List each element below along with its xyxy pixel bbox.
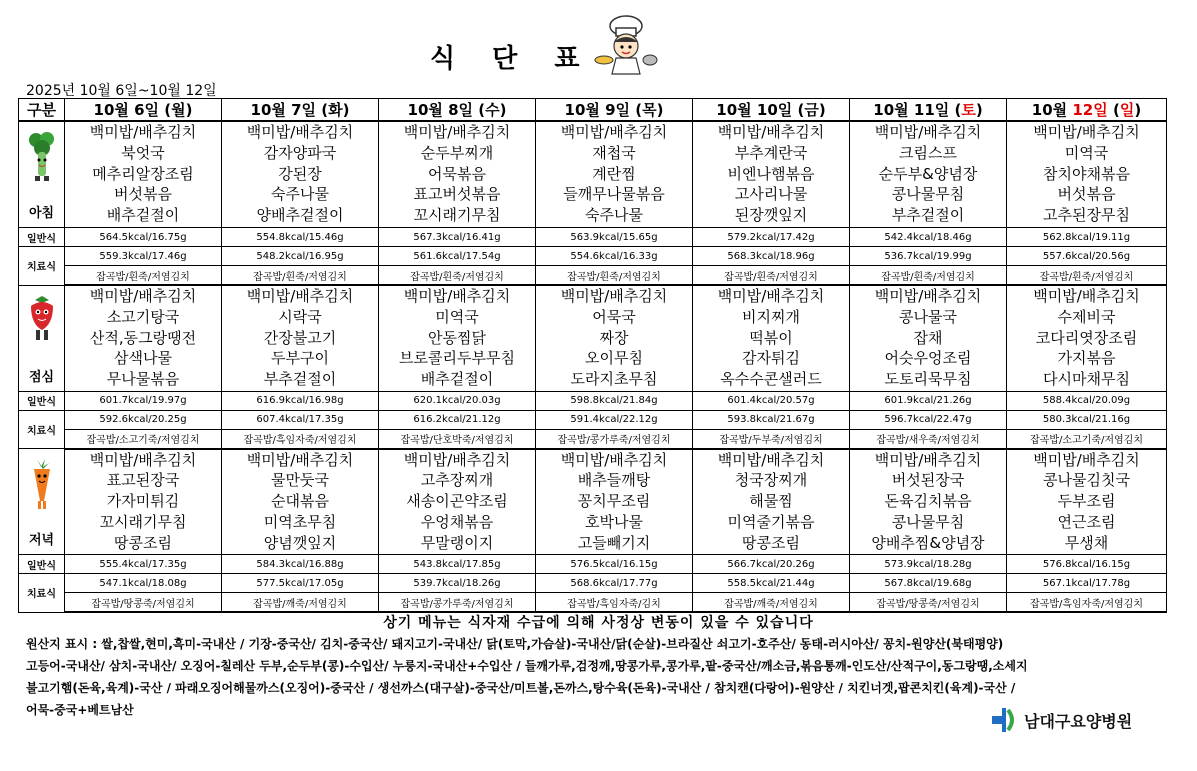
dish-item: 순대볶음 <box>271 492 329 511</box>
day-dishes <box>1007 285 1167 391</box>
therapy-nutrition: 559.3kcal/17.46g <box>65 247 222 266</box>
normal-diet-label: 일반식 <box>19 391 65 410</box>
meal-name: 저녁 <box>28 533 55 548</box>
day-dishes <box>379 285 536 391</box>
day-header <box>379 99 536 122</box>
normal-diet-label: 일반식 <box>19 555 65 574</box>
dish-item: 짜장 <box>599 328 629 347</box>
notice-text: 상기 메뉴는 식자재 수급에 의해 사정상 변동이 있을 수 있습니다 <box>383 615 814 631</box>
therapy-side-row <box>19 429 1167 449</box>
dish-item: 표고된장국 <box>106 471 180 490</box>
normal-nutrition: 598.8kcal/21.84g <box>536 391 693 410</box>
dish-item: 부추겉절이 <box>263 370 337 389</box>
dish-item: 양배추겉절이 <box>256 206 344 225</box>
dish-item: 북엇국 <box>121 143 165 162</box>
dish-item: 백미밥/배추김치 <box>874 450 982 469</box>
page-title: 식 단 표 <box>430 44 594 74</box>
paren: ) <box>975 101 983 119</box>
day-dishes <box>536 121 693 228</box>
dish-item: 우엉채볶음 <box>420 512 494 531</box>
paren: ) <box>1134 101 1142 119</box>
dish-item: 삼색나물 <box>114 349 172 368</box>
day-date: 10월 9일 <box>564 101 631 119</box>
therapy-nutrition: 591.4kcal/22.12g <box>536 410 693 429</box>
dish-item: 고추된장무침 <box>1043 206 1130 225</box>
day-dishes <box>693 285 850 391</box>
dish-item: 고들빼기지 <box>577 533 651 552</box>
meal-name: 아침 <box>28 206 55 221</box>
day-dishes <box>379 121 536 228</box>
dish-item: 감자튀김 <box>742 349 800 368</box>
day-header <box>693 99 850 122</box>
normal-nutrition: 555.4kcal/17.35g <box>65 555 222 574</box>
dish-item: 강된장 <box>278 164 322 183</box>
normal-nutrition: 543.8kcal/17.85g <box>379 555 536 574</box>
day-dishes <box>222 449 379 555</box>
therapy-nutrition: 558.5kcal/21.44g <box>693 574 850 593</box>
dish-item: 콩나물무침 <box>891 185 965 204</box>
dish-item: 새송이곤약조림 <box>406 492 508 511</box>
dish-item: 고사리나물 <box>734 185 808 204</box>
therapy-side: 잡곡밥/새우죽/저염김치 <box>850 429 1007 449</box>
therapy-nutrition: 561.6kcal/17.54g <box>379 247 536 266</box>
therapy-nutrition: 567.8kcal/19.68g <box>850 574 1007 593</box>
normal-diet-row <box>19 391 1167 410</box>
dish-item: 산적,동그랑땡전 <box>89 328 197 347</box>
dish-item: 어슷우엉조림 <box>884 349 972 368</box>
dish-item: 떡볶이 <box>749 328 793 347</box>
day-dishes <box>222 121 379 228</box>
gubun-header: 구분 <box>19 99 65 122</box>
therapy-side: 잡곡밥/흰죽/저염김치 <box>222 266 379 286</box>
therapy-nutrition: 580.3kcal/21.16g <box>1007 410 1167 429</box>
therapy-nutrition: 593.8kcal/21.67g <box>693 410 850 429</box>
day-date: 10월 7일 <box>250 101 317 119</box>
dish-item: 물만둣국 <box>271 471 329 490</box>
therapy-nutrition: 592.6kcal/20.25g <box>65 410 222 429</box>
normal-nutrition: 601.4kcal/20.57g <box>693 391 850 410</box>
dish-item: 백미밥/배추김치 <box>874 287 982 305</box>
therapy-side: 잡곡밥/깨죽/저염김치 <box>222 593 379 613</box>
dish-item: 콩나물김칫국 <box>1043 471 1130 490</box>
therapy-side: 잡곡밥/흰죽/저염김치 <box>379 266 536 286</box>
therapy-side: 잡곡밥/콩가루죽/저염김치 <box>379 593 536 613</box>
dish-item: 옥수수콘샐러드 <box>720 370 822 389</box>
dish-item: 버섯볶음 <box>114 185 172 204</box>
therapy-side: 잡곡밥/소고기죽/저염김치 <box>1007 429 1167 449</box>
dish-item: 땅콩조림 <box>742 533 800 552</box>
dish-item: 꽁치무조림 <box>577 492 651 511</box>
therapy-diet-label: 치료식 <box>19 574 65 613</box>
therapy-diet-row <box>19 410 1167 429</box>
dish-item: 가지볶음 <box>1057 349 1116 368</box>
day-header <box>850 99 1007 122</box>
day-dishes <box>1007 121 1167 228</box>
dish-item: 양념깻잎지 <box>263 533 337 552</box>
day-dow: (수) <box>478 101 507 119</box>
meal-label <box>19 285 65 391</box>
normal-diet-row <box>19 555 1167 574</box>
normal-nutrition: 601.7kcal/19.97g <box>65 391 222 410</box>
dish-item: 안동찜닭 <box>428 328 486 347</box>
dish-item: 백미밥/배추김치 <box>560 287 668 305</box>
menu-table <box>18 98 1167 613</box>
therapy-nutrition: 577.5kcal/17.05g <box>222 574 379 593</box>
dish-item: 백미밥/배추김치 <box>874 123 982 141</box>
dish-item: 미역줄기볶음 <box>727 512 815 531</box>
therapy-side: 잡곡밥/흑임자죽/저염김치 <box>1007 593 1167 613</box>
normal-nutrition: 563.9kcal/15.65g <box>536 228 693 247</box>
dish-item: 미역국 <box>1064 143 1109 162</box>
dish-item: 시락국 <box>278 307 322 326</box>
therapy-nutrition: 554.6kcal/16.33g <box>536 247 693 266</box>
paren: ( <box>954 101 962 119</box>
day-header <box>536 99 693 122</box>
dish-item: 꼬시래기무침 <box>413 206 501 225</box>
dish-item: 청국장찌개 <box>734 471 808 490</box>
origin-line: 어묵-중국+베트남산 <box>26 703 134 717</box>
dish-item: 백미밥/배추김치 <box>246 450 354 469</box>
therapy-side-row <box>19 593 1167 613</box>
origin-line: 불고기햄(돈육,육계)-국산 / 파래오징어해물까스(오징어)-중국산 / 생선까스(대구살)-중국산/미트볼,돈까스,탕수육(돈육)-국내산 / 참치캔(다랑어)-원양산 / 치킨너겟,팝콘치킨(육계)-국산 / <box>26 681 1016 695</box>
day-dishes <box>65 121 222 228</box>
day-dishes <box>379 449 536 555</box>
dish-item: 오이무침 <box>585 349 643 368</box>
therapy-side: 잡곡밥/깨죽/저염김치 <box>693 593 850 613</box>
dish-item: 백미밥/배추김치 <box>1033 450 1140 469</box>
dish-item: 메추리알장조림 <box>92 164 194 183</box>
dish-item: 돈육김치볶음 <box>884 492 972 511</box>
dish-item: 백미밥/배추김치 <box>89 287 197 305</box>
dish-item: 백미밥/배추김치 <box>1033 123 1140 141</box>
day-dishes <box>65 285 222 391</box>
normal-nutrition: 566.7kcal/20.26g <box>693 555 850 574</box>
day-header <box>65 99 222 122</box>
therapy-side-row <box>19 266 1167 286</box>
dish-item: 무생채 <box>1064 533 1109 552</box>
dish-item: 브로콜리두부무침 <box>399 349 515 368</box>
dish-item: 재첩국 <box>592 143 636 162</box>
therapy-nutrition: 567.1kcal/17.78g <box>1007 574 1167 593</box>
day-date-sunday: 10월 12일 <box>1031 101 1108 119</box>
normal-diet-label: 일반식 <box>19 228 65 247</box>
dish-item: 어묵볶음 <box>428 164 486 183</box>
therapy-side: 잡곡밥/소고기죽/저염김치 <box>65 429 222 449</box>
dish-row <box>19 449 1167 555</box>
origin-line: 고등어-국내산/ 삼치-국내산/ 오징어-칠레산 두부,순두부(콩)-수입산/ 누룽지-국내산+수입산 / 들깨가루,검정깨,땅콩가루,콩가루,팥-중국산/깨소금,볶음통깨-인도산/산적구이,동그랑땡,소세지 <box>26 659 1028 673</box>
therapy-side: 잡곡밥/흰죽/저염김치 <box>65 266 222 286</box>
dish-item: 배추겉절이 <box>106 206 180 225</box>
normal-nutrition: 588.4kcal/20.09g <box>1007 391 1167 410</box>
dish-item: 백미밥/배추김치 <box>403 123 511 141</box>
therapy-nutrition: 616.2kcal/21.12g <box>379 410 536 429</box>
dish-item: 된장깻잎지 <box>734 206 808 225</box>
therapy-side: 잡곡밥/두부죽/저염김치 <box>693 429 850 449</box>
dow-char: 토 <box>961 101 976 119</box>
dish-item: 땅콩조림 <box>114 533 172 552</box>
day-dow: (월) <box>164 101 193 119</box>
dish-item: 부추겉절이 <box>891 206 965 225</box>
day-dishes <box>65 449 222 555</box>
dish-item: 버섯된장국 <box>891 471 965 490</box>
therapy-side: 잡곡밥/흑임자죽/김치 <box>536 593 693 613</box>
dish-item: 백미밥/배추김치 <box>717 287 825 305</box>
hospital-logo-icon <box>990 706 1018 734</box>
dish-item: 도라지초무침 <box>570 370 658 389</box>
dish-item: 어묵국 <box>592 307 636 326</box>
normal-nutrition: 601.9kcal/21.26g <box>850 391 1007 410</box>
therapy-nutrition: 536.7kcal/19.99g <box>850 247 1007 266</box>
normal-nutrition: 573.9kcal/18.28g <box>850 555 1007 574</box>
normal-nutrition: 584.3kcal/16.88g <box>222 555 379 574</box>
dish-item: 해물찜 <box>749 492 793 511</box>
dish-item: 백미밥/배추김치 <box>89 450 197 469</box>
dish-item: 두부구이 <box>271 349 329 368</box>
meal-name: 점심 <box>28 369 55 385</box>
normal-nutrition: 554.8kcal/15.46g <box>222 228 379 247</box>
header-row <box>19 99 1167 122</box>
origin-info <box>26 633 1146 721</box>
day-date: 10월 8일 <box>407 101 474 119</box>
day-date: 10월 11일 <box>873 101 950 119</box>
normal-nutrition: 620.1kcal/20.03g <box>379 391 536 410</box>
normal-nutrition: 542.4kcal/18.46g <box>850 228 1007 247</box>
dish-item: 버섯볶음 <box>1057 185 1116 204</box>
therapy-side: 잡곡밥/흰죽/저염김치 <box>1007 266 1167 286</box>
hospital-name: 남대구요양병원 <box>1024 711 1133 731</box>
day-dishes <box>850 121 1007 228</box>
normal-nutrition: 564.5kcal/16.75g <box>65 228 222 247</box>
dish-item: 호박나물 <box>585 512 643 531</box>
dish-item: 숙주나물 <box>271 185 329 204</box>
dish-item: 도토리묵무침 <box>884 370 972 389</box>
therapy-diet-label: 치료식 <box>19 410 65 449</box>
dish-item: 백미밥/배추김치 <box>1033 287 1140 305</box>
normal-nutrition: 616.9kcal/16.98g <box>222 391 379 410</box>
hospital-logo <box>990 706 1132 734</box>
dish-item: 간장불고기 <box>263 328 337 347</box>
dish-item: 백미밥/배추김치 <box>403 450 511 469</box>
dish-item: 고추장찌개 <box>420 471 494 490</box>
dish-item: 꼬시래기무침 <box>99 512 187 531</box>
dish-item: 코다리엿장조림 <box>1035 328 1138 347</box>
therapy-diet-label: 치료식 <box>19 247 65 286</box>
dish-item: 다시마채무침 <box>1043 370 1130 389</box>
meal-label <box>19 449 65 555</box>
dish-item: 백미밥/배추김치 <box>717 450 825 469</box>
dish-item: 비지찌개 <box>742 307 800 326</box>
dish-item: 가자미튀김 <box>106 492 180 511</box>
therapy-side: 잡곡밥/흰죽/저염김치 <box>693 266 850 286</box>
dish-item: 콩나물국 <box>899 307 957 326</box>
therapy-nutrition: 539.7kcal/18.26g <box>379 574 536 593</box>
dish-item: 콩나물무침 <box>891 512 965 531</box>
therapy-nutrition: 607.4kcal/17.35g <box>222 410 379 429</box>
dish-item: 표고버섯볶음 <box>413 185 501 204</box>
day-dow-saturday <box>954 101 982 119</box>
dish-item: 무말랭이지 <box>420 533 494 552</box>
dish-item: 숙주나물 <box>585 206 643 225</box>
dish-row <box>19 121 1167 228</box>
normal-nutrition: 576.8kcal/16.15g <box>1007 555 1167 574</box>
therapy-nutrition: 568.6kcal/17.77g <box>536 574 693 593</box>
dish-item: 크림스프 <box>899 143 957 162</box>
normal-nutrition: 579.2kcal/17.42g <box>693 228 850 247</box>
day-dishes <box>222 285 379 391</box>
dish-item: 미역초무침 <box>263 512 337 531</box>
normal-diet-row <box>19 228 1167 247</box>
day-dow: (화) <box>321 101 350 119</box>
therapy-side: 잡곡밥/땅콩죽/저염김치 <box>850 593 1007 613</box>
day-dishes <box>693 121 850 228</box>
day-header <box>222 99 379 122</box>
dish-item: 양배추찜&양념장 <box>871 533 985 552</box>
day-date: 10월 6일 <box>93 101 160 119</box>
dow-char: 일 <box>1119 101 1135 119</box>
normal-nutrition: 576.5kcal/16.15g <box>536 555 693 574</box>
normal-nutrition: 567.3kcal/16.41g <box>379 228 536 247</box>
dish-item: 들깨무나물볶음 <box>563 185 665 204</box>
dish-item: 배추겉절이 <box>420 370 494 389</box>
dish-item: 연근조림 <box>1057 512 1116 531</box>
origin-line: 원산지 표시 : 쌀,찹쌀,현미,흑미-국내산 / 기장-중국산/ 김치-중국산/ 돼지고기-국내산/ 닭(토막,가슴살)-국내산/닭(순살)-브라질산 쇠고기-호주산/ 동태-러시아산/ 꽁치-원양산(북태평양) <box>26 637 1004 651</box>
dish-row <box>19 285 1167 391</box>
therapy-diet-row <box>19 247 1167 266</box>
therapy-side: 잡곡밥/땅콩죽/저염김치 <box>65 593 222 613</box>
day-dishes <box>850 449 1007 555</box>
dish-item: 참치야채볶음 <box>1043 164 1130 183</box>
therapy-nutrition: 547.1kcal/18.08g <box>65 574 222 593</box>
dish-item: 두부조림 <box>1057 492 1116 511</box>
dish-item: 백미밥/배추김치 <box>560 123 668 141</box>
chef-icon <box>590 14 660 76</box>
day-dow-sunday <box>1113 101 1141 119</box>
day-dishes <box>1007 449 1167 555</box>
dish-item: 백미밥/배추김치 <box>246 287 354 305</box>
therapy-side: 잡곡밥/흰죽/저염김치 <box>850 266 1007 286</box>
day-dishes <box>693 449 850 555</box>
dish-item: 계란찜 <box>592 164 636 183</box>
therapy-nutrition: 557.6kcal/20.56g <box>1007 247 1167 266</box>
therapy-side: 잡곡밥/단호박죽/저염김치 <box>379 429 536 449</box>
therapy-side: 잡곡밥/콩가루죽/저염김치 <box>536 429 693 449</box>
dish-item: 부추계란국 <box>734 143 808 162</box>
therapy-diet-row <box>19 574 1167 593</box>
dish-item: 백미밥/배추김치 <box>717 123 825 141</box>
therapy-side: 잡곡밥/흑임자죽/저염김치 <box>222 429 379 449</box>
dish-item: 잡채 <box>913 328 943 347</box>
dish-item: 감자양파국 <box>263 143 337 162</box>
normal-nutrition: 562.8kcal/19.11g <box>1007 228 1167 247</box>
dish-item: 순두부찌개 <box>420 143 494 162</box>
dish-item: 순두부&양념장 <box>878 164 978 183</box>
dish-item: 백미밥/배추김치 <box>89 123 197 141</box>
sunday-day-number: 12일 <box>1072 101 1108 119</box>
dish-item: 백미밥/배추김치 <box>560 450 668 469</box>
therapy-side: 잡곡밥/흰죽/저염김치 <box>536 266 693 286</box>
therapy-nutrition: 568.3kcal/18.96g <box>693 247 850 266</box>
paren: ( <box>1112 101 1120 119</box>
dish-item: 배추들깨탕 <box>577 471 651 490</box>
dish-item: 소고기탕국 <box>106 307 180 326</box>
dish-item: 미역국 <box>435 307 479 326</box>
dish-item: 비엔나햄볶음 <box>727 164 815 183</box>
day-header <box>1007 99 1167 122</box>
therapy-nutrition: 548.2kcal/16.95g <box>222 247 379 266</box>
date-range: 2025년 10월 6일~10월 12일 <box>26 83 217 99</box>
dish-item: 수제비국 <box>1057 307 1116 326</box>
day-dishes <box>536 285 693 391</box>
day-dow: (목) <box>635 101 664 119</box>
dish-item: 무나물볶음 <box>106 370 180 389</box>
meal-label <box>19 121 65 228</box>
day-dishes <box>536 449 693 555</box>
day-date: 10월 10일 <box>716 101 793 119</box>
therapy-nutrition: 596.7kcal/22.47g <box>850 410 1007 429</box>
dish-item: 백미밥/배추김치 <box>403 287 511 305</box>
dish-item: 백미밥/배추김치 <box>246 123 354 141</box>
day-dow: (금) <box>797 101 826 119</box>
day-dishes <box>850 285 1007 391</box>
